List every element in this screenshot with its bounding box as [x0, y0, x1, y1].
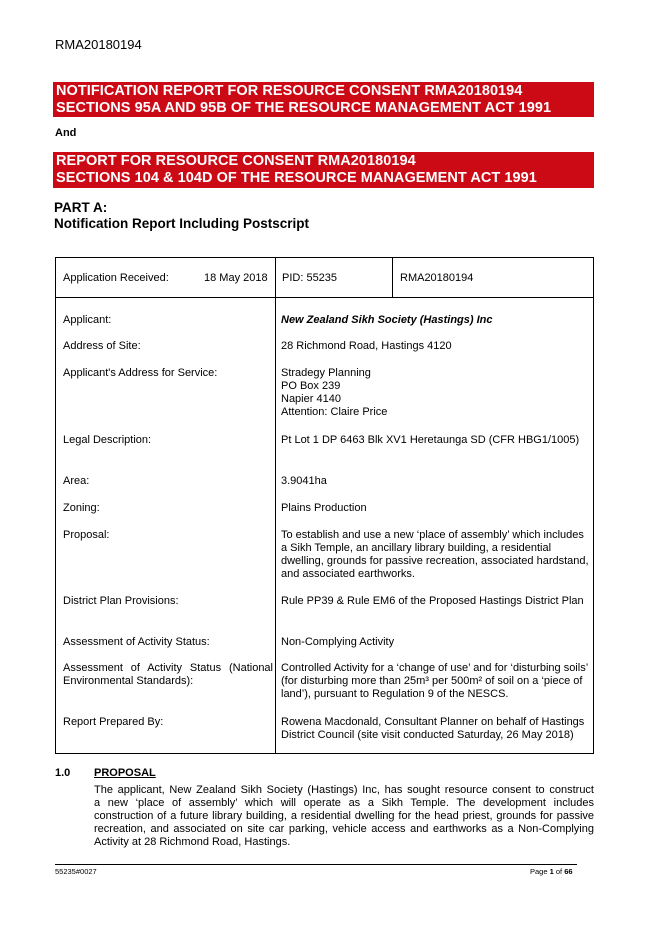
- nes-activity-status-value: [281, 662, 589, 701]
- area-value: 3.9041ha: [281, 475, 327, 487]
- banner-subtitle-line: SECTIONS 95A AND 95B OF THE RESOURCE MANAGEMENT ACT 1991: [56, 99, 552, 116]
- and-connector: And: [55, 127, 77, 139]
- label-line: Assessment of Activity Status (National: [63, 662, 273, 674]
- page-prefix: Page: [530, 867, 548, 876]
- column-divider: [275, 258, 276, 297]
- zoning-value: Plains Production: [281, 502, 367, 514]
- section-number: 1.0: [55, 767, 71, 779]
- report-prepared-by-value: [281, 716, 589, 742]
- part-heading: [54, 200, 309, 232]
- application-received-label: Application Received:: [63, 272, 169, 284]
- paragraph-line: recreation, and associated on site car parking, vehicle access and earthworks as a Non-Complying: [94, 823, 594, 835]
- column-divider: [392, 258, 393, 297]
- site-address-value: 28 Richmond Road, Hastings 4120: [281, 340, 452, 352]
- application-details-table: [55, 257, 594, 754]
- banner-subtitle-line: SECTIONS 104 & 104D OF THE RESOURCE MANAGEMENT ACT 1991: [56, 169, 537, 186]
- zoning-label: Zoning:: [63, 502, 100, 514]
- paragraph-line: construction of a future library building, a residential dwelling for the head priest, grounds for passive: [94, 810, 594, 822]
- address-line: Attention: Claire Price: [281, 406, 388, 418]
- consent-reference: RMA20180194: [400, 272, 474, 284]
- part-title: PART A:: [54, 200, 108, 215]
- page-current: 1: [549, 867, 554, 876]
- nes-line: Controlled Activity for a ‘change of use’ and for ‘disturbing soils’: [281, 662, 589, 674]
- applicant-value: New Zealand Sikh Society (Hastings) Inc: [281, 314, 493, 326]
- label-line: Environmental Standards):: [63, 675, 194, 687]
- footer-document-id: 55235#0027: [55, 867, 97, 876]
- section-title: PROPOSAL: [94, 767, 156, 779]
- footer-divider: [55, 864, 577, 865]
- district-plan-provisions-value: Rule PP39 & Rule EM6 of the Proposed Hastings District Plan: [281, 595, 584, 607]
- address-line: PO Box 239: [281, 380, 341, 392]
- column-divider: [275, 298, 276, 753]
- proposal-line: a Sikh Temple, an ancillary library building, a residential: [281, 542, 552, 554]
- preparer-line: Rowena Macdonald, Consultant Planner on behalf of Hastings: [281, 716, 585, 728]
- pid-value: PID: 55235: [282, 272, 338, 284]
- table-header-row: [56, 258, 593, 298]
- paragraph-line: a new ‘place of assembly’ which will operate as a Sikh Temple. The development includes: [94, 797, 594, 809]
- consent-report-banner: [53, 152, 594, 188]
- proposal-paragraph: [94, 784, 594, 849]
- paragraph-line: Activity at 28 Richmond Road, Hastings.: [94, 836, 291, 848]
- proposal-line: dwelling, grounds for passive recreation, associated hardstand,: [281, 555, 589, 567]
- nes-activity-status-label: [63, 662, 273, 688]
- legal-description-label: Legal Description:: [63, 434, 152, 446]
- part-subtitle: Notification Report Including Postscript: [54, 216, 310, 231]
- nes-line: land’), pursuant to Regulation 9 of the NESCS.: [281, 688, 509, 700]
- service-address-label: Applicant's Address for Service:: [63, 367, 218, 379]
- activity-status-label: Assessment of Activity Status:: [63, 636, 210, 648]
- application-received-date: 18 May 2018: [204, 272, 268, 284]
- area-label: Area:: [63, 475, 90, 487]
- proposal-line: and associated earthworks.: [281, 568, 415, 580]
- page-of: of: [555, 867, 563, 876]
- notification-report-banner: [53, 82, 594, 117]
- address-line: Stradegy Planning: [281, 367, 371, 379]
- activity-status-value: Non-Complying Activity: [281, 636, 395, 648]
- proposal-line: To establish and use a new ‘place of assembly’ which includes: [281, 529, 584, 541]
- page-total: 66: [564, 867, 573, 876]
- paragraph-line: The applicant, New Zealand Sikh Society (Hastings) Inc, has sought resource consent to construct: [94, 784, 594, 796]
- banner-title-line: REPORT FOR RESOURCE CONSENT RMA20180194: [56, 153, 416, 169]
- preparer-line: District Council (site visit conducted Saturday, 26 May 2018): [281, 729, 574, 741]
- proposal-value: [281, 529, 589, 581]
- footer-page-number: [530, 867, 573, 876]
- report-prepared-by-label: Report Prepared By:: [63, 716, 164, 728]
- address-line: Napier 4140: [281, 393, 341, 405]
- service-address-value: [281, 367, 589, 419]
- proposal-label: Proposal:: [63, 529, 110, 541]
- banner-title-line: NOTIFICATION REPORT FOR RESOURCE CONSENT RMA20180194: [56, 83, 523, 99]
- applicant-label: Applicant:: [63, 314, 112, 326]
- nes-line: (for disturbing more than 25m³ per 500m² of soil on a ‘piece of: [281, 675, 583, 687]
- district-plan-provisions-label: District Plan Provisions:: [63, 595, 179, 607]
- legal-description-value: Pt Lot 1 DP 6463 Blk XV1 Heretaunga SD (CFR HBG1/1005): [281, 434, 580, 446]
- site-address-label: Address of Site:: [63, 340, 141, 352]
- document-reference: RMA20180194: [55, 37, 142, 52]
